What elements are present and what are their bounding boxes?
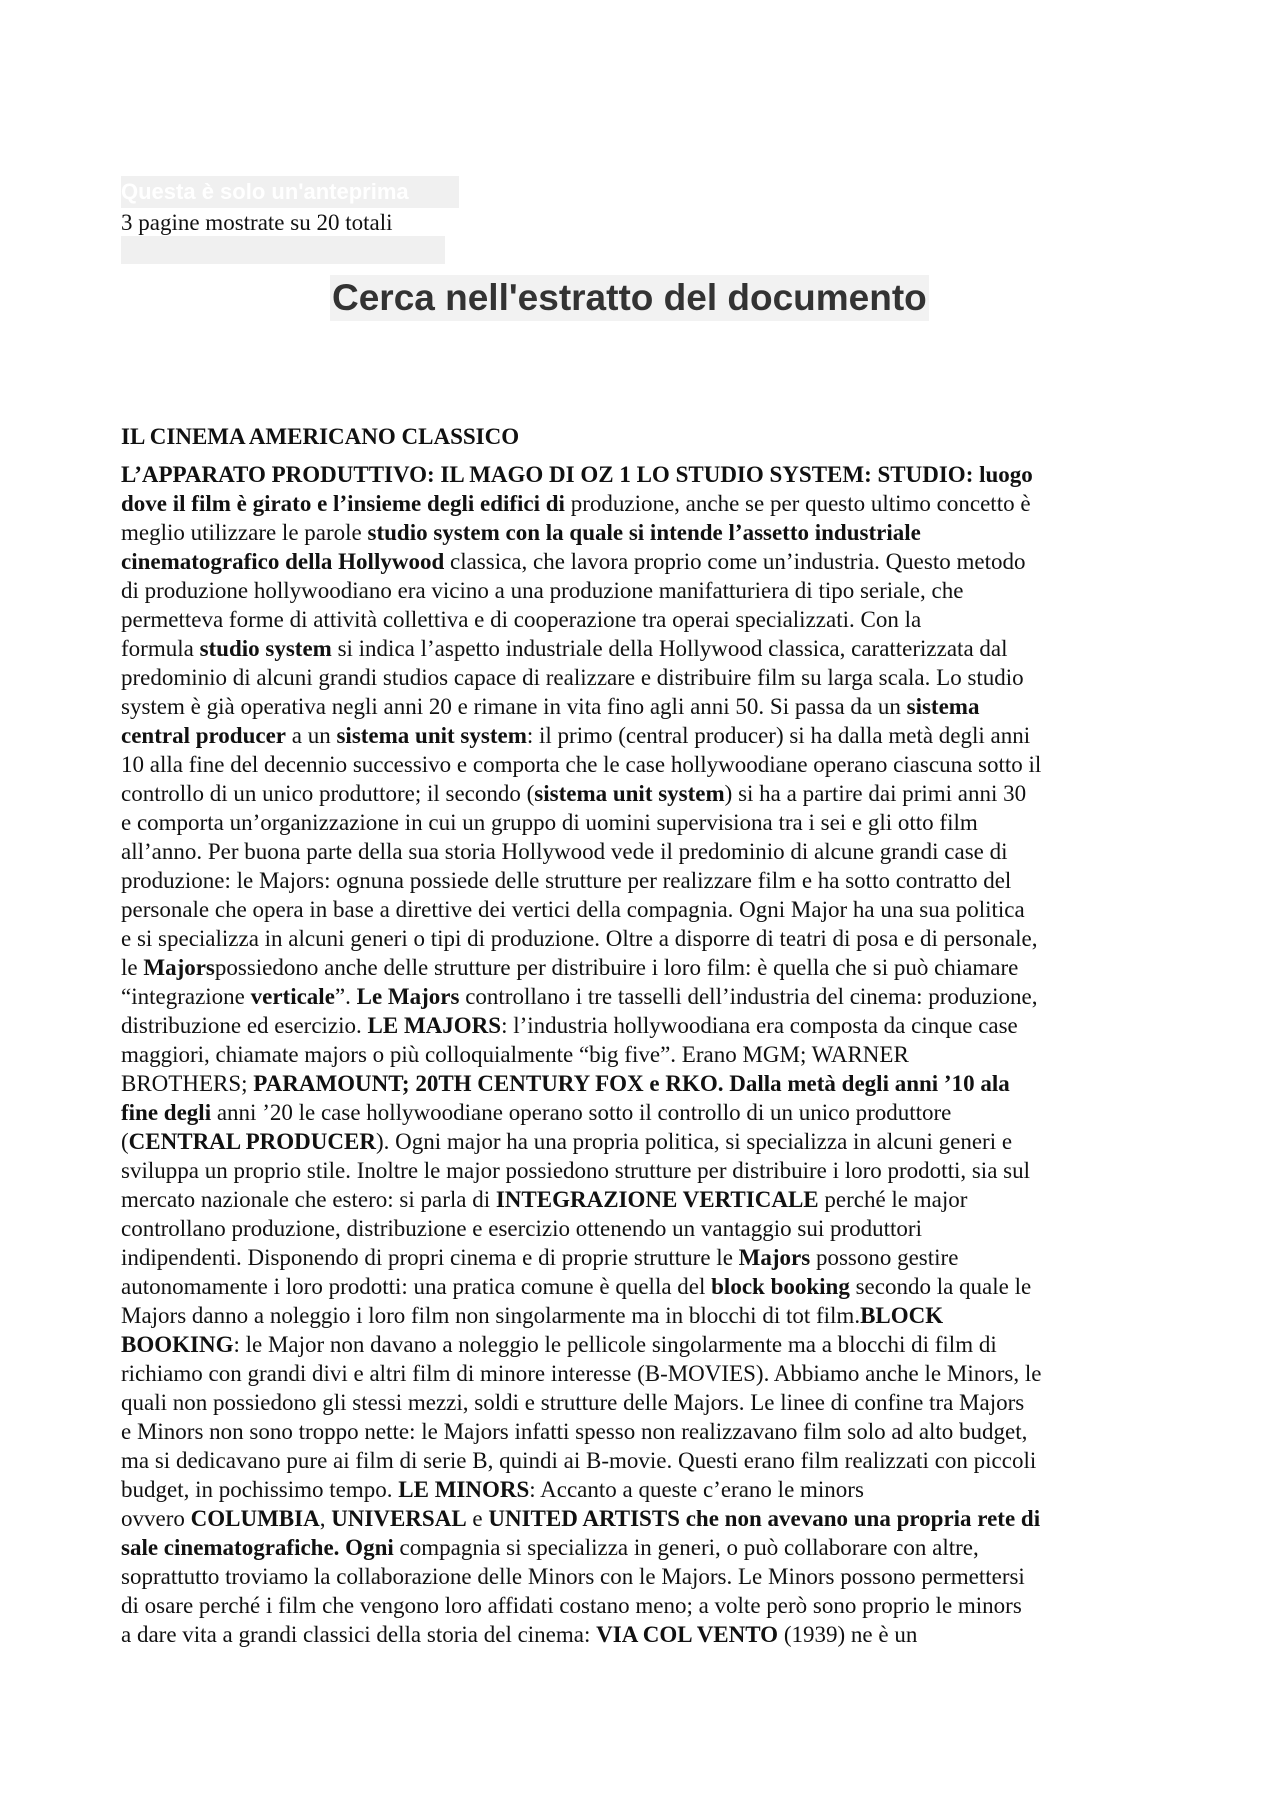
text-run: personale che opera in base a direttive dei vertici della compagnia. Ogni Major ha una sua politica — [121, 897, 1025, 922]
text-run: anni ’20 le case hollywoodiane operano sotto il controllo di un unico produttore — [211, 1100, 952, 1125]
document-line — [121, 518, 1166, 547]
bold-text-run: Majors — [738, 1245, 811, 1270]
text-run: : l’industria hollywoodiana era composta da cinque case — [501, 1013, 1018, 1038]
bold-text-run: studio system con la quale si intende l’assetto industriale — [367, 520, 921, 545]
document-line — [121, 1243, 1166, 1272]
text-run: maggiori, chiamate majors o più colloquialmente “big five”. Erano MGM; WARNER — [121, 1042, 909, 1067]
document-line — [121, 750, 1166, 779]
text-run: all’anno. Per buona parte della sua storia Hollywood vede il predominio di alcune grandi case di — [121, 839, 1008, 864]
document-line — [121, 489, 1166, 518]
bold-text-run: VIA COL VENTO — [596, 1622, 779, 1647]
search-excerpt-title[interactable]: Cerca nell'estratto del documento — [330, 275, 929, 321]
text-run: possiedono anche delle strutture per distribuire i loro film: è quella che si può chiamare — [214, 955, 1019, 980]
document-line — [121, 1359, 1166, 1388]
text-run: le — [121, 955, 144, 980]
bold-text-run: central producer — [121, 723, 287, 748]
text-run: e Minors non sono troppo nette: le Majors infatti spesso non realizzavano film solo ad alto budget, — [121, 1419, 1028, 1444]
document-line — [121, 1098, 1166, 1127]
document-line — [121, 1214, 1166, 1243]
document-line — [121, 576, 1166, 605]
text-run: ”. — [334, 984, 357, 1009]
bold-text-run: INTEGRAZIONE VERTICALE — [495, 1187, 819, 1212]
bold-text-run: fine degli — [121, 1100, 212, 1125]
text-run: permetteva forme di attività collettiva e di cooperazione tra operai specializzati. Con la — [121, 607, 922, 632]
document-line — [121, 1127, 1166, 1156]
text-run: ). Ogni major ha una propria politica, si specializza in alcuni generi e — [375, 1129, 1013, 1154]
document-line — [121, 1417, 1166, 1446]
text-run: ma si dedicavano pure ai film di serie B, quindi ai B-movie. Questi erano film realizzati con piccoli — [121, 1448, 1037, 1473]
text-run: Majors danno a noleggio i loro film non singolarmente ma in blocchi di tot film. — [121, 1303, 861, 1328]
document-line — [121, 924, 1166, 953]
bold-text-run: LE MINORS — [398, 1477, 530, 1502]
bold-text-run: PARAMOUNT; 20TH CENTURY FOX e RKO. Dalla metà degli anni ’10 ala — [253, 1071, 1010, 1096]
text-run: soprattutto troviamo la collaborazione delle Minors con le Majors. Le Minors possono permettersi — [121, 1564, 1025, 1589]
text-run: produzione: le Majors: ognuna possiede delle strutture per realizzare film e ha sotto contratto del — [121, 868, 1012, 893]
text-run: richiamo con grandi divi e altri film di minore interesse (B-MOVIES). Abbiamo anche le Minors, le — [121, 1361, 1042, 1386]
document-line — [121, 982, 1166, 1011]
bold-text-run: COLUMBIA — [190, 1506, 320, 1531]
bold-text-run: block booking — [711, 1274, 850, 1299]
text-run: si indica l’aspetto industriale della Hollywood classica, caratterizzata dal — [331, 636, 1008, 661]
text-run: a un — [286, 723, 337, 748]
document-line — [121, 605, 1166, 634]
bold-text-run: sistema unit system — [336, 723, 527, 748]
document-line — [121, 808, 1166, 837]
document-line — [121, 1330, 1166, 1359]
bold-text-run: sistema unit system — [534, 781, 725, 806]
text-run: ) si ha a partire dai primi anni 30 — [724, 781, 1027, 806]
text-run: e — [466, 1506, 489, 1531]
text-run: system è già operativa negli anni 20 e rimane in vita fino agli anni 50. Si passa da un — [121, 694, 907, 719]
text-run: perché le major — [818, 1187, 968, 1212]
text-run: a dare vita a grandi classici della storia del cinema: — [121, 1622, 597, 1647]
document-line — [121, 547, 1166, 576]
text-run: 10 alla fine del decennio successivo e comporta che le case hollywoodiane operano ciascuna sotto il — [121, 752, 1042, 777]
document-line — [121, 779, 1166, 808]
preview-banner: Questa è solo un'anteprima — [121, 176, 459, 208]
bold-text-run: L’APPARATO PRODUTTIVO: IL MAGO DI OZ 1 LO STUDIO SYSTEM: STUDIO: luogo — [121, 462, 1033, 487]
document-line — [121, 1533, 1166, 1562]
bold-text-run: Le Majors — [356, 984, 460, 1009]
bold-text-run: LE MAJORS — [367, 1013, 502, 1038]
bold-text-run: BLOCK — [860, 1303, 944, 1328]
document-line — [121, 1040, 1166, 1069]
document-line — [121, 1388, 1166, 1417]
document-line — [121, 663, 1166, 692]
text-run: di produzione hollywoodiano era vicino a una produzione manifatturiera di tipo seriale, che — [121, 578, 964, 603]
text-run: distribuzione ed esercizio. — [121, 1013, 368, 1038]
text-run: secondo la quale le — [849, 1274, 1032, 1299]
document-line — [121, 634, 1166, 663]
document-line — [121, 866, 1166, 895]
text-run: mercato nazionale che estero: si parla di — [121, 1187, 496, 1212]
text-run: : Accanto a queste c’erano le minors — [529, 1477, 864, 1502]
document-line — [121, 1591, 1166, 1620]
document-line — [121, 837, 1166, 866]
text-run: sviluppa un proprio stile. Inoltre le major possiedono strutture per distribuire i loro prodotti, sia sul — [121, 1158, 1030, 1183]
document-heading: IL CINEMA AMERICANO CLASSICO — [121, 424, 520, 449]
text-run: : le Major non davano a noleggio le pellicole singolarmente ma a blocchi di film di — [233, 1332, 997, 1357]
text-run: (1939) ne è un — [778, 1622, 918, 1647]
bold-text-run: studio system — [199, 636, 332, 661]
document-line — [121, 460, 1166, 489]
document-line — [121, 895, 1166, 924]
document-line — [121, 1011, 1166, 1040]
text-run: possono gestire — [810, 1245, 959, 1270]
bold-text-run: cinematografico della Hollywood — [121, 549, 445, 574]
document-line — [121, 1562, 1166, 1591]
document-line — [121, 1446, 1166, 1475]
bold-text-run: UNIVERSAL — [331, 1506, 467, 1531]
text-run: controllano produzione, distribuzione e esercizio ottenendo un vantaggio sui produttori — [121, 1216, 922, 1241]
text-run: formula — [121, 636, 200, 661]
document-body — [121, 460, 1166, 1649]
preview-divider — [121, 236, 445, 264]
document-line — [121, 1156, 1166, 1185]
text-run: “integrazione — [121, 984, 251, 1009]
text-run: controllo di un unico produttore; il secondo ( — [121, 781, 535, 806]
document-line — [121, 1620, 1166, 1649]
text-run: e comporta un’organizzazione in cui un gruppo di uomini supervisiona tra i sei e gli otto film — [121, 810, 978, 835]
text-run: e si specializza in alcuni generi o tipi di produzione. Oltre a disporre di teatri di posa e di personale, — [121, 926, 1038, 951]
text-run: BROTHERS; — [121, 1071, 254, 1096]
bold-text-run: verticale — [250, 984, 335, 1009]
bold-text-run: BOOKING — [121, 1332, 234, 1357]
document-line — [121, 1504, 1166, 1533]
text-run: compagnia si specializza in generi, o può collaborare con altre, — [393, 1535, 979, 1560]
pages-shown-count: 3 pagine mostrate su 20 totali — [121, 210, 393, 235]
document-line — [121, 1069, 1166, 1098]
bold-text-run: sale cinematografiche. Ogni — [121, 1535, 394, 1560]
document-line — [121, 1185, 1166, 1214]
text-run: : il primo (central producer) si ha dalla metà degli anni — [526, 723, 1031, 748]
bold-text-run: Majors — [143, 955, 215, 980]
text-run: predominio di alcuni grandi studios capace di realizzare e distribuire film su larga scala. Lo studio — [121, 665, 1024, 690]
bold-text-run: sistema — [906, 694, 980, 719]
bold-text-run: UNITED ARTISTS che non avevano una propria rete di — [488, 1506, 1041, 1531]
text-run: di osare perché i film che vengono loro affidati costano meno; a volte però sono proprio le minors — [121, 1593, 1022, 1618]
text-run: autonomamente i loro prodotti: una pratica comune è quella del — [121, 1274, 712, 1299]
text-run: budget, in pochissimo tempo. — [121, 1477, 399, 1502]
text-run: produzione, anche se per questo ultimo concetto è — [564, 491, 1031, 516]
text-run: classica, che lavora proprio come un’industria. Questo metodo — [444, 549, 1026, 574]
bold-text-run: CENTRAL PRODUCER — [128, 1129, 376, 1154]
bold-text-run: dove il film è girato e l’insieme degli edifici di — [121, 491, 565, 516]
text-run: indipendenti. Disponendo di propri cinema e di proprie strutture le — [121, 1245, 739, 1270]
document-line — [121, 953, 1166, 982]
text-run: ( — [121, 1129, 129, 1154]
document-line — [121, 1301, 1166, 1330]
document-line — [121, 1272, 1166, 1301]
text-run: controllano i tre tasselli dell’industria del cinema: produzione, — [459, 984, 1038, 1009]
text-run: quali non possiedono gli stessi mezzi, soldi e strutture delle Majors. Le linee di confine tra Majors — [121, 1390, 1025, 1415]
text-run: meglio utilizzare le parole — [121, 520, 368, 545]
text-run: , — [319, 1506, 332, 1531]
document-line — [121, 721, 1166, 750]
document-line — [121, 1475, 1166, 1504]
text-run: ovvero — [121, 1506, 191, 1531]
document-line — [121, 692, 1166, 721]
